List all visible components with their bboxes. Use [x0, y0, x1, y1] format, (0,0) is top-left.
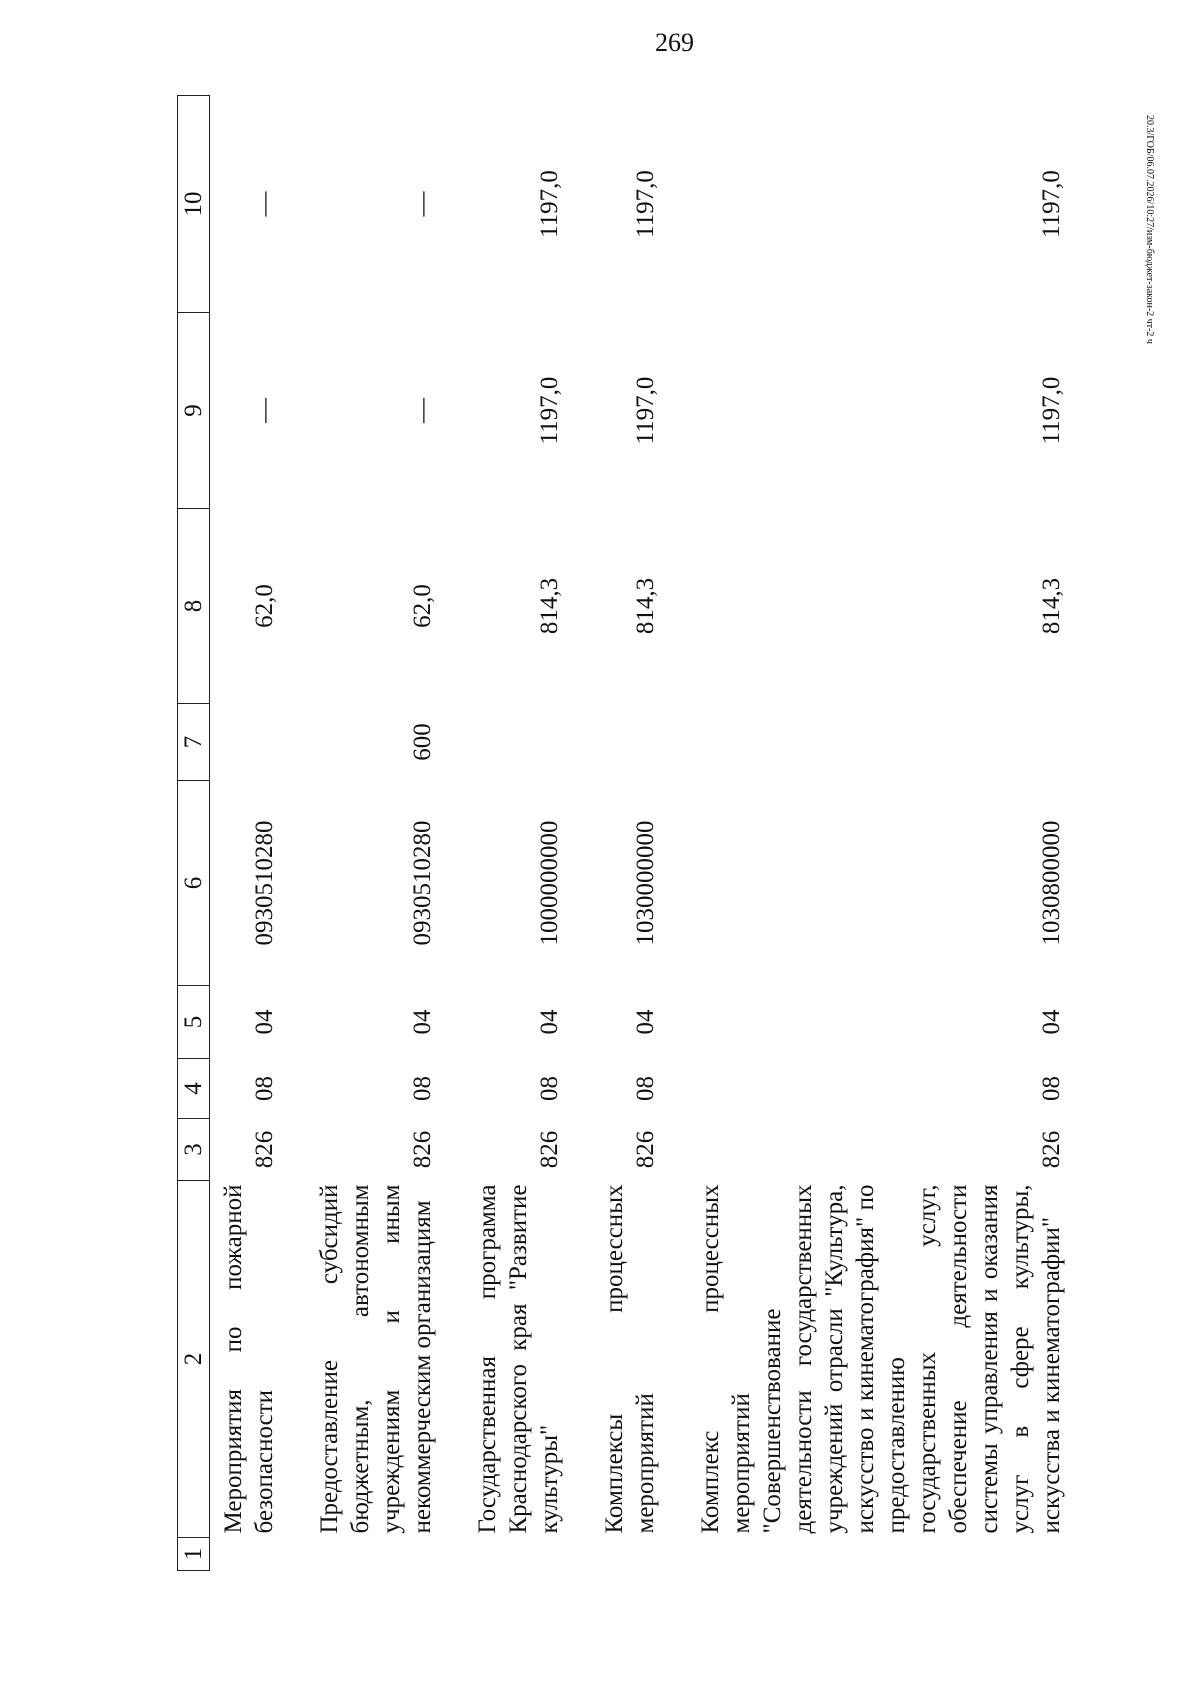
document-footer-code: 20.3/ГОБ/06.07.2026/10:27/изм-бюджет-закон-2 чт-2 ч	[1144, 115, 1155, 344]
row-cell-6: 0930510280	[251, 820, 278, 946]
row-cell-8: 62,0	[409, 584, 436, 628]
row-cell-3: 826	[251, 1130, 278, 1169]
row-description: Государственная программа Краснодарского края "Развитие культуры"	[474, 1184, 563, 1534]
row-cell-4: 08	[251, 1076, 278, 1101]
row-cell-1	[464, 1538, 565, 1571]
column-header: 3	[178, 1119, 210, 1181]
row-cell-8: 62,0	[251, 584, 278, 628]
row-cell-7	[210, 704, 281, 781]
budget-table	[177, 95, 1067, 1571]
row-cell-7: 600	[409, 723, 436, 761]
budget-table-rotated	[177, 96, 1065, 1571]
table-row	[210, 96, 281, 1571]
table-row	[306, 96, 438, 1571]
row-cell-6: 1030800000	[1038, 820, 1065, 946]
row-cell-5: 04	[251, 1009, 278, 1035]
row-cell-4: 08	[409, 1076, 436, 1101]
column-header: 10	[178, 96, 210, 313]
row-cell-8: 814,3	[1038, 577, 1065, 635]
column-header: 8	[178, 509, 210, 704]
row-description: Комплекс процессных мероприятий "Совершенствование деятельности государственных учреждений отрасли "Культура, искусство и кинематография" по предоставлению государственных услуг, обеспечение деятельности системы управления и оказания услуг в сфере культуры, искусства и кинематографии"	[697, 1184, 1065, 1534]
row-cell-10: —	[251, 191, 278, 217]
row-cell-9: 1197,0	[1038, 376, 1065, 445]
column-header: 6	[178, 781, 210, 986]
row-cell-3: 826	[632, 1130, 659, 1169]
row-cell-4: 08	[632, 1076, 659, 1101]
row-cell-3: 826	[409, 1130, 436, 1169]
row-cell-6: 0930510280	[409, 820, 436, 946]
row-cell-9: 1197,0	[536, 376, 563, 445]
row-cell-8: 814,3	[536, 577, 563, 635]
row-cell-7	[687, 704, 1067, 781]
row-description: Мероприятия по пожарной безопасности	[220, 1184, 278, 1534]
row-cell-4: 08	[1038, 1076, 1065, 1101]
table-row	[687, 96, 1067, 1571]
row-cell-5: 04	[632, 1009, 659, 1035]
page-number: 269	[655, 28, 694, 57]
column-header: 9	[178, 313, 210, 509]
row-cell-3: 826	[536, 1130, 563, 1169]
row-cell-1	[687, 1538, 1067, 1571]
row-cell-1	[210, 1538, 281, 1571]
row-cell-10: 1197,0	[536, 170, 563, 238]
row-cell-9: 1197,0	[632, 376, 659, 445]
column-header: 4	[178, 1059, 210, 1119]
row-cell-10: 1197,0	[1038, 170, 1065, 238]
table-row	[591, 96, 661, 1571]
row-cell-7	[464, 704, 565, 781]
row-cell-6: 1030000000	[632, 820, 659, 946]
row-cell-7	[591, 704, 661, 781]
row-cell-4: 08	[536, 1076, 563, 1101]
row-cell-3: 826	[1038, 1130, 1065, 1169]
row-cell-1	[591, 1538, 661, 1571]
row-cell-10: —	[409, 191, 436, 217]
row-cell-9: —	[409, 398, 436, 423]
column-header: 1	[178, 1538, 210, 1571]
row-cell-8: 814,3	[632, 577, 659, 635]
row-description: Предоставление субсидий бюджетным, автономным учреждениям и иным некоммерческим организациям	[316, 1184, 436, 1534]
column-header: 2	[178, 1181, 210, 1538]
row-cell-5: 04	[536, 1009, 563, 1035]
row-cell-1	[306, 1538, 438, 1571]
row-cell-5: 04	[409, 1009, 436, 1035]
table-row	[464, 96, 565, 1571]
row-cell-5: 04	[1038, 1009, 1065, 1035]
table-header-row	[178, 96, 210, 1571]
column-header: 7	[178, 704, 210, 781]
row-cell-9: —	[251, 398, 278, 423]
row-cell-6: 1000000000	[536, 820, 563, 946]
row-description: Комплексы процессных мероприятий	[601, 1184, 659, 1534]
column-header: 5	[178, 986, 210, 1059]
row-cell-10: 1197,0	[632, 170, 659, 238]
